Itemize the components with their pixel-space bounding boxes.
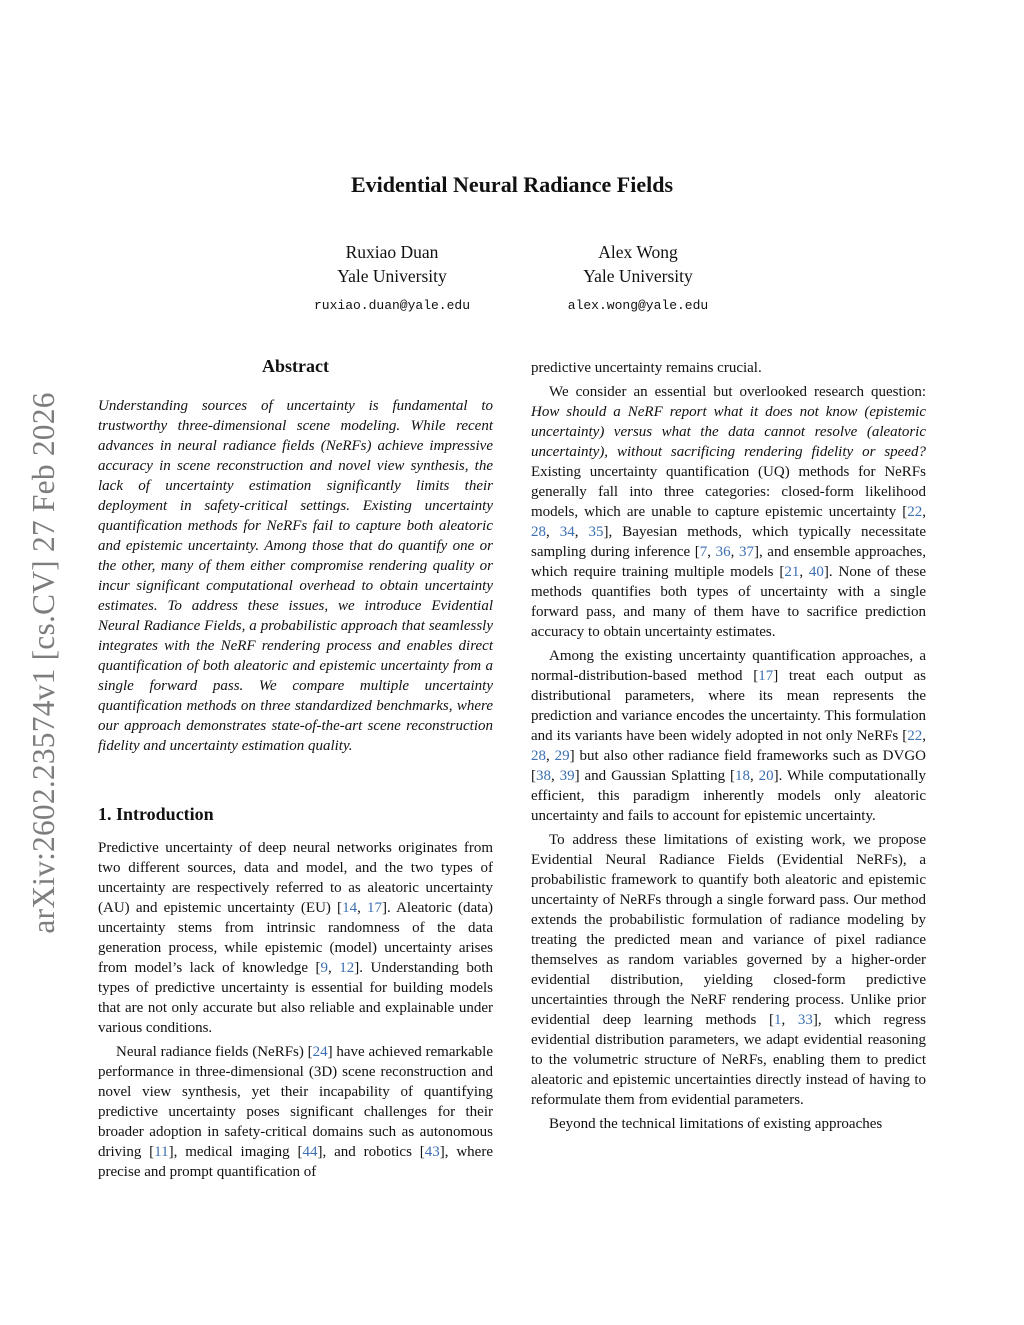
text-run: ], and robotics [ (317, 1144, 425, 1160)
citation-link[interactable]: 14 (342, 900, 358, 916)
citation-link[interactable]: 44 (302, 1144, 318, 1160)
arxiv-identifier (24, 370, 64, 955)
text-run: , (357, 900, 367, 916)
text-run: , (750, 768, 759, 784)
abstract-body: Understanding sources of uncertainty is fundamental to trustworthy three-dimensional scene modeling. While recent advances in neural radiance fields (NeRFs) achieve impressive accuracy in scene reconstruction and novel view synthesis, the lack of uncertainty estimation significantly limits their deployment in safety-critical settings. Existing uncertainty quantification methods for NeRFs fail to capture both aleatoric and epistemic uncertainty. Among those that do quantify one or the other, many of them either compromise rendering quality or incur significant computational overhead to obtain uncertainty estimates. To address these issues, we introduce Evidential Neural Radiance Fields, a probabilistic approach that seamlessly integrates with the NeRF rendering process and enables direct quantification of both aleatoric and epistemic uncertainty from a single forward pass. We compare multiple uncertainty quantification methods on three standardized benchmarks, where our approach demonstrates state-of-the-art scene reconstruction fidelity and uncertainty estimation quality. (98, 398, 493, 754)
citation-link[interactable]: 9 (320, 960, 328, 976)
paragraph-proposal (531, 830, 926, 1110)
intro-paragraph-1 (98, 838, 493, 1038)
citation-link[interactable]: 21 (784, 564, 800, 580)
text-run: ] treat each output as distributional parameters, where its mean represents the prediction and variance encodes the uncertainty. This formulation and its variants have been widely adopted in not only NeRFs [ (531, 668, 926, 744)
author-block-1 (272, 240, 512, 318)
citation-link[interactable]: 38 (536, 768, 551, 784)
text-run: , (574, 524, 589, 540)
citation-link[interactable]: 39 (559, 768, 575, 784)
citation-link[interactable]: 22 (907, 504, 923, 520)
citation-link[interactable]: 17 (366, 900, 382, 916)
author-name: Alex Wong (598, 242, 678, 262)
text-run: , (799, 564, 809, 580)
citation-link[interactable]: 17 (758, 668, 774, 684)
text-run: ], where precise and prompt quantification of (98, 1144, 493, 1180)
citation-link[interactable]: 18 (735, 768, 750, 784)
abstract-heading: Abstract (262, 356, 329, 376)
author-email: ruxiao.duan@yale.edu (313, 298, 471, 313)
text-run: To address these limitations of existing work, we propose Evidential Neural Radiance Fields (Evidential NeRFs), a probabilistic framework to quantify both aleatoric and epistemic uncertainty of NeRFs through a single forward pass. Our method extends the probabilistic formulation of radiance modeling by treating the predicted mean and variance of pixel radiance themselves as random variables governed by a higher-order evidential distribution, yielding closed-form predictive uncertainties through the NeRF rendering process. Unlike prior evidential deep learning methods [ (531, 832, 926, 1028)
text-run: , (551, 768, 560, 784)
citation-link[interactable]: 12 (339, 960, 355, 976)
text-run: We consider an essential but overlooked research question: (549, 384, 926, 400)
text-run: ]. While computationally efficient, this paradigm inherently models only aleatoric uncertainty and fails to account for epistemic uncertainty. (531, 768, 927, 824)
citation-link[interactable]: 7 (699, 544, 708, 560)
citation-link[interactable]: 24 (312, 1044, 328, 1060)
author-block-2 (518, 240, 758, 318)
citation-link[interactable]: 22 (907, 728, 923, 744)
citation-link[interactable]: 29 (554, 748, 570, 764)
text-run: , (327, 960, 340, 976)
text-run: , (546, 524, 560, 540)
author-affiliation: Yale University (337, 266, 447, 286)
citation-link[interactable]: 37 (738, 544, 754, 560)
paper-title: Evidential Neural Radiance Fields (350, 172, 674, 197)
right-column (531, 358, 926, 1138)
text-run: , (730, 544, 739, 560)
text-run: ] and Gaussian Splatting [ (574, 768, 735, 784)
emphasized-text: How should a NeRF report what it does not know (epistemic uncertainty) versus what the data cannot resolve (aleatoric uncertainty), without sacrificing rendering fidelity or speed? (531, 404, 926, 460)
intro-paragraph-2 (98, 1042, 493, 1182)
citation-link[interactable]: 11 (154, 1144, 169, 1160)
text-run: Neural radiance fields (NeRFs) [ (116, 1044, 313, 1060)
citation-link[interactable]: 36 (715, 544, 731, 560)
section-heading-introduction: 1. Introduction (98, 804, 214, 824)
text-run: ], medical imaging [ (168, 1144, 303, 1160)
text-run: Predictive uncertainty of deep neural networks originates from two different sources, data and model, and the two types of uncertainty are respectively referred to as aleatoric uncertainty (AU) and epistemic uncertainty (EU) [ (98, 840, 493, 916)
author-name: Ruxiao Duan (345, 242, 439, 262)
text-run: ] but also other radiance field frameworks such as DVGO [ (531, 748, 926, 784)
text-run: ], which regress evidential distribution parameters, we adapt evidential reasoning to the volumetric structure of NeRFs, enabling them to predict aleatoric and epistemic uncertainties directly instead of having to reformulate them from evidential parameters. (531, 1012, 927, 1108)
left-column (98, 354, 493, 1186)
citation-link[interactable]: 33 (797, 1012, 813, 1028)
citation-link[interactable]: 34 (559, 524, 575, 540)
citation-link[interactable]: 35 (588, 524, 604, 540)
text-run: ]. None of these methods quantifies both types of uncertainty with a single forward pass, and many of them have to sacrifice prediction accuracy to obtain uncertainty estimates. (531, 564, 926, 640)
text-run: , (922, 504, 926, 520)
text-run: ]. Understanding both types of predictive uncertainty is essential for building models that are not only accurate but also reliable and explainable under various conditions. (98, 960, 493, 1036)
text-run: ]. Aleatoric (data) uncertainty stems from intrinsic randomness of the data generation process, while epistemic (model) uncertainty arises from model’s lack of knowledge [ (98, 900, 494, 976)
author-affiliation: Yale University (583, 266, 693, 286)
text-run: Existing uncertainty quantification (UQ) methods for NeRFs generally fall into three categories: closed-form likelihood models, which are unable to capture epistemic uncertainty [ (531, 464, 926, 520)
citation-link[interactable]: 20 (758, 768, 774, 784)
text-run: ], and ensemble approaches, which require training multiple models [ (531, 544, 927, 580)
paragraph-research-question (531, 382, 926, 642)
citation-link[interactable]: 40 (808, 564, 824, 580)
arxiv-identifier-text: arXiv:2602.23574v1 [cs.CV] 27 Feb 2026 (26, 391, 61, 934)
citation-link[interactable]: 1 (773, 1012, 782, 1028)
paragraph-existing-approaches (531, 646, 926, 826)
citation-link[interactable]: 28 (531, 748, 546, 764)
citation-link[interactable]: 28 (531, 524, 546, 540)
paragraph-continuation (531, 358, 926, 378)
text-run: , (922, 728, 926, 744)
text-run: , (781, 1012, 798, 1028)
text-run: Among the existing uncertainty quantification approaches, a normal-distribution-based method [ (531, 648, 926, 684)
paragraph-beyond (531, 1114, 926, 1134)
author-email: alex.wong@yale.edu (567, 298, 709, 313)
text-run: , (707, 544, 716, 560)
text-run: predictive uncertainty remains crucial. (531, 360, 762, 376)
citation-link[interactable]: 43 (424, 1144, 440, 1160)
text-run: ], Bayesian methods, which typically necessitate sampling during inference [ (531, 524, 927, 560)
text-run: , (546, 748, 555, 764)
text-run: Beyond the technical limitations of existing approaches (549, 1116, 883, 1132)
text-run: ] have achieved remarkable performance in three-dimensional (3D) scene reconstruction and novel view synthesis, yet their incapability of quantifying predictive uncertainty poses significant challenges for their broader adoption in safety-critical domains such as autonomous driving [ (98, 1044, 493, 1160)
